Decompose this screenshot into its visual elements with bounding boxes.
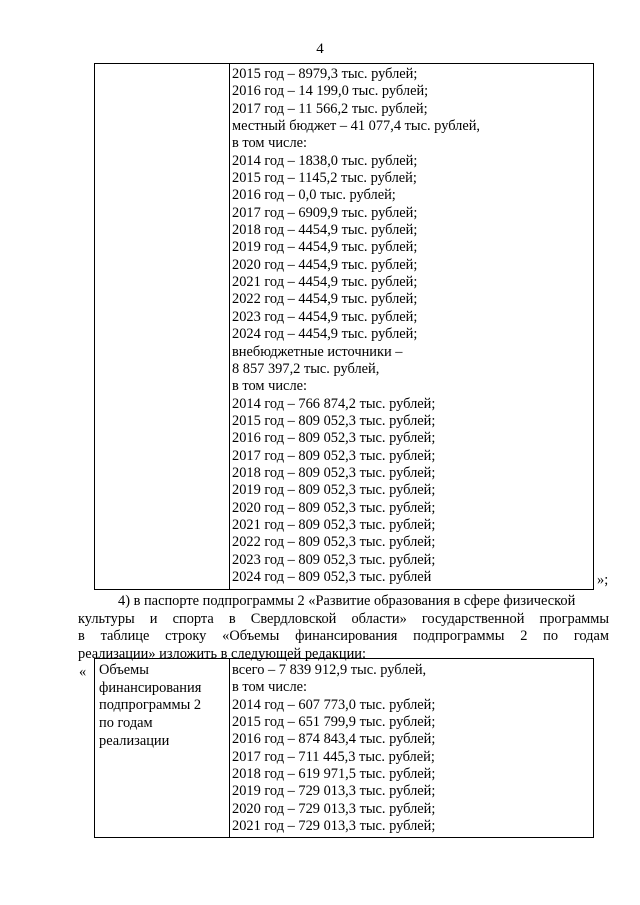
financing-line: 8 857 397,2 тыс. рублей,	[232, 360, 380, 377]
financing-line: 2014 год – 766 874,2 тыс. рублей;	[232, 395, 436, 412]
financing-line: 2019 год – 809 052,3 тыс. рублей;	[232, 482, 436, 499]
financing-line: в том числе:	[232, 679, 308, 696]
financing-line: 2018 год – 619 971,5 тыс. рублей;	[232, 766, 436, 783]
financing-line: 2019 год – 4454,9 тыс. рублей;	[232, 239, 418, 256]
financing-line: в том числе:	[232, 378, 308, 395]
row-label-line: подпрограммы 2	[99, 697, 202, 714]
financing-line: 2014 год – 1838,0 тыс. рублей;	[232, 152, 418, 169]
financing-line: 2016 год – 809 052,3 тыс. рублей;	[232, 430, 436, 447]
financing-line: 2014 год – 607 773,0 тыс. рублей;	[232, 696, 436, 713]
financing-line: 2021 год – 4454,9 тыс. рублей;	[232, 274, 418, 291]
financing-values-column	[232, 662, 435, 835]
financing-line: 2020 год – 4454,9 тыс. рублей;	[232, 256, 418, 273]
financing-line: 2024 год – 809 052,3 тыс. рублей	[232, 568, 432, 585]
financing-line: 2023 год – 809 052,3 тыс. рублей;	[232, 551, 436, 568]
column-divider	[229, 64, 230, 589]
row-label-line: реализации	[99, 732, 170, 749]
financing-line: 2015 год – 809 052,3 тыс. рублей;	[232, 412, 436, 429]
financing-line: 2019 год – 729 013,3 тыс. рублей;	[232, 783, 436, 800]
paragraph-line: в таблице строку «Объемы финансирования подпрограммы 2 по годам	[78, 628, 609, 645]
financing-line: 2017 год – 11 566,2 тыс. рублей;	[232, 100, 428, 117]
financing-line: 2016 год – 874 843,4 тыс. рублей;	[232, 731, 436, 748]
financing-line: 2021 год – 809 052,3 тыс. рублей;	[232, 516, 436, 533]
page-number: 4	[316, 41, 324, 57]
financing-line: местный бюджет – 41 077,4 тыс. рублей,	[232, 118, 481, 135]
opening-quote-mark: «	[79, 664, 87, 680]
financing-line: 2022 год – 4454,9 тыс. рублей;	[232, 291, 418, 308]
paragraph-line: реализации» изложить в следующей редакции:	[78, 645, 367, 662]
financing-line: 2020 год – 809 052,3 тыс. рублей;	[232, 499, 436, 516]
row-label-line: по годам	[99, 715, 153, 732]
financing-line: 2015 год – 8979,3 тыс. рублей;	[232, 66, 418, 82]
row-label-line: Объемы	[99, 662, 149, 678]
financing-line: внебюджетные источники –	[232, 343, 403, 360]
financing-line: 2022 год – 809 052,3 тыс. рублей;	[232, 534, 436, 551]
financing-values-column	[232, 66, 480, 586]
column-divider	[229, 659, 230, 837]
financing-table-continued	[94, 63, 594, 590]
financing-line: 2023 год – 4454,9 тыс. рублей;	[232, 308, 418, 325]
subprogram-financing-table	[94, 658, 594, 838]
financing-line: 2017 год – 6909,9 тыс. рублей;	[232, 204, 418, 221]
financing-line: 2018 год – 4454,9 тыс. рублей;	[232, 222, 418, 239]
row-label-line: финансирования	[99, 679, 202, 696]
amendment-paragraph	[78, 593, 609, 663]
financing-line: 2024 год – 4454,9 тыс. рублей;	[232, 326, 418, 343]
financing-line: 2017 год – 809 052,3 тыс. рублей;	[232, 447, 436, 464]
financing-line: 2016 год – 14 199,0 тыс. рублей;	[232, 83, 429, 100]
financing-line: 2015 год – 1145,2 тыс. рублей;	[232, 170, 417, 187]
financing-line: 2017 год – 711 445,3 тыс. рублей;	[232, 748, 435, 765]
financing-line: в том числе:	[232, 135, 308, 152]
financing-line: 2020 год – 729 013,3 тыс. рублей;	[232, 800, 436, 817]
closing-quote-mark: »;	[597, 572, 609, 588]
financing-line: 2015 год – 651 799,9 тыс. рублей;	[232, 714, 436, 731]
financing-line: всего – 7 839 912,9 тыс. рублей,	[232, 662, 427, 678]
financing-line: 2016 год – 0,0 тыс. рублей;	[232, 187, 396, 204]
financing-line: 2018 год – 809 052,3 тыс. рублей;	[232, 464, 436, 481]
financing-line: 2021 год – 729 013,3 тыс. рублей;	[232, 818, 436, 835]
paragraph-line: культуры и спорта в Свердловской области» государственной программы	[78, 610, 609, 627]
paragraph-line: 4) в паспорте подпрограммы 2 «Развитие образования в сфере физической	[118, 593, 576, 609]
row-label-cell	[99, 662, 201, 751]
